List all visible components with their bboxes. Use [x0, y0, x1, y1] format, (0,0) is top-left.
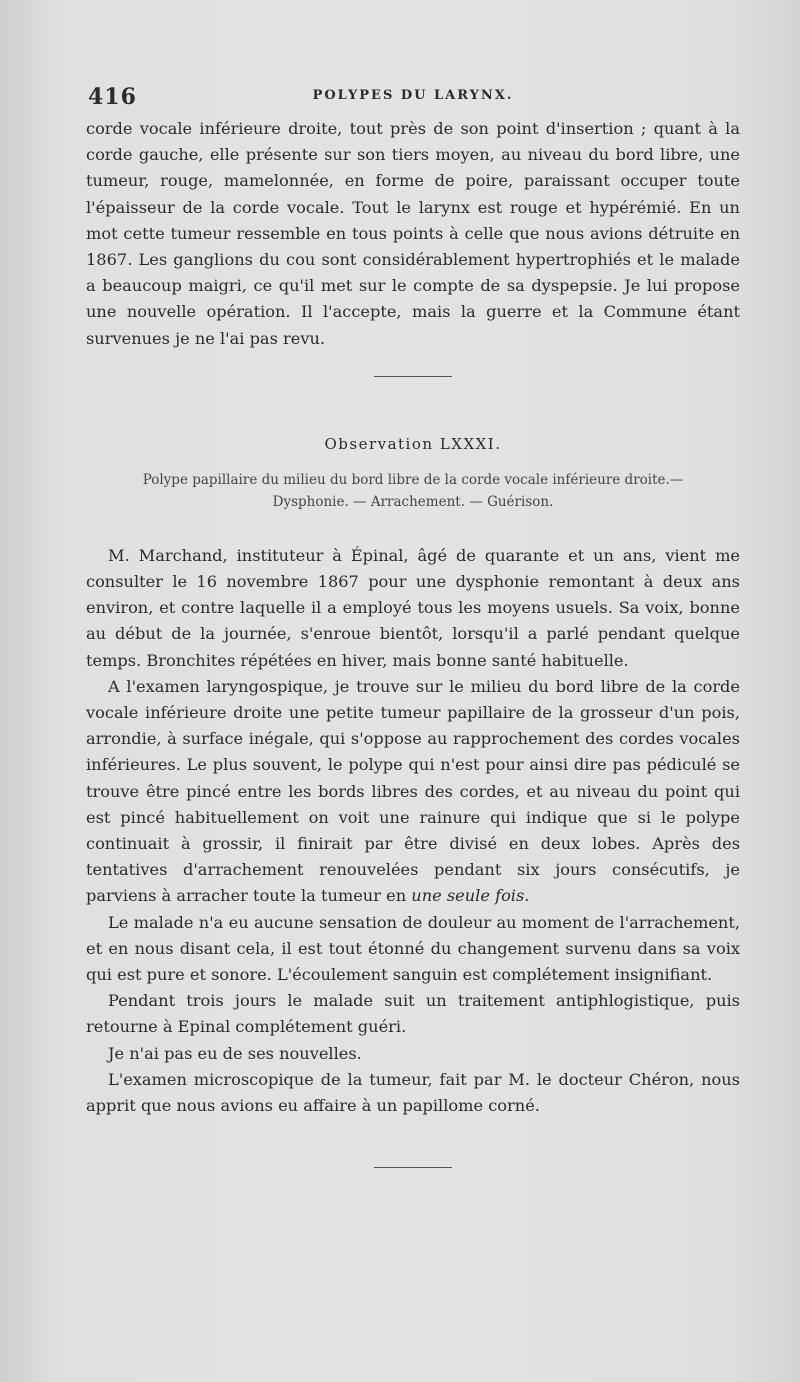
- page-number: 416: [88, 84, 137, 110]
- paragraph-2: [86, 674, 740, 910]
- paragraph-3: Le malade n'a eu aucune sensation de douleur au moment de l'arrachement, et en nous disant cela, il est tout étonné du changement survenu dans sa voix qui est pure et sonore. L'écoulement sanguin est complétement insignifiant.: [86, 912, 740, 985]
- section-divider: [374, 376, 452, 377]
- italic-phrase: une seule fois: [411, 886, 525, 906]
- paragraph-5: Je n'ai pas eu de ses nouvelles.: [108, 1043, 362, 1063]
- continuation-paragraph: corde vocale inférieure droite, tout près de son point d'insertion ; quant à la corde gauche, elle présente sur son tiers moyen, au niveau du bord libre, une tumeur, rouge, mamelonnée, en forme de poire, paraissant occuper toute l'épaisseur de la corde vocale. Tout le larynx est rouge et hypérémié. En un mot cette tumeur ressemble en tous points à celle que nous avions détruite en 1867. Les ganglions du cou sont considérablement hypertrophiés et le malade a beaucoup maigri, ce qu'il met sur le compte de sa dyspepsie. Je lui propose une nouvelle opération. Il l'accepte, mais la guerre et la Commune étant survenues je ne l'ai pas revu.: [86, 119, 740, 348]
- observation-title: Observation LXXXI.: [324, 434, 502, 453]
- running-head: POLYPES DU LARYNX.: [312, 88, 514, 103]
- closing-divider: [374, 1167, 452, 1168]
- paragraph-2-text: A l'examen laryngospique, je trouve sur le milieu du bord libre de la corde vocale inférieure droite une petite tumeur papillaire de la grosseur d'un pois, arrondie, à surface inégale, qui s'oppose au rapprochement des cordes vocales inférieures. Le plus souvent, le polype qui n'est pour ainsi dire pas pédiculé se trouve être pincé entre les bords libres des cordes, et au niveau du point qui est pincé habituellement on voit une rainure qui indique que si le polype continuait à grossir, il finirait par être divisé en deux lobes. Après des tentatives d'arrachement renouvelées pendant six jours consécutifs, je parviens à arracher toute la tumeur en: [86, 676, 740, 906]
- observation-body: [86, 543, 740, 1119]
- paragraph-1: M. Marchand, instituteur à Épinal, âgé de quarante et un ans, vient me consulter le 16 novembre 1867 pour une dysphonie remontant à deux ans environ, et contre laquelle il a employé tous les moyens usuels. Sa voix, bonne au début de la journée, s'enroue bientôt, lorsqu'il a parlé pendant quelque temps. Bronchites répétées en hiver, mais bonne santé habituelle.: [86, 545, 740, 670]
- observation-subtitle-line-2: Dysphonie. — Arrachement. — Guérison.: [272, 493, 554, 510]
- paragraph-4: Pendant trois jours le malade suit un traitement antiphlogistique, puis retourne à Epinal complétement guéri.: [86, 991, 740, 1037]
- observation-subtitle: [86, 469, 740, 513]
- paragraph-6: L'examen microscopique de la tumeur, fait par M. le docteur Chéron, nous apprit que nous avions eu affaire à un papillome corné.: [86, 1069, 740, 1116]
- observation-subtitle-line-1: Polype papillaire du milieu du bord libre de la corde vocale inférieure droite.—: [142, 471, 684, 488]
- italic-suffix: .: [524, 886, 530, 906]
- page-header: [86, 78, 740, 110]
